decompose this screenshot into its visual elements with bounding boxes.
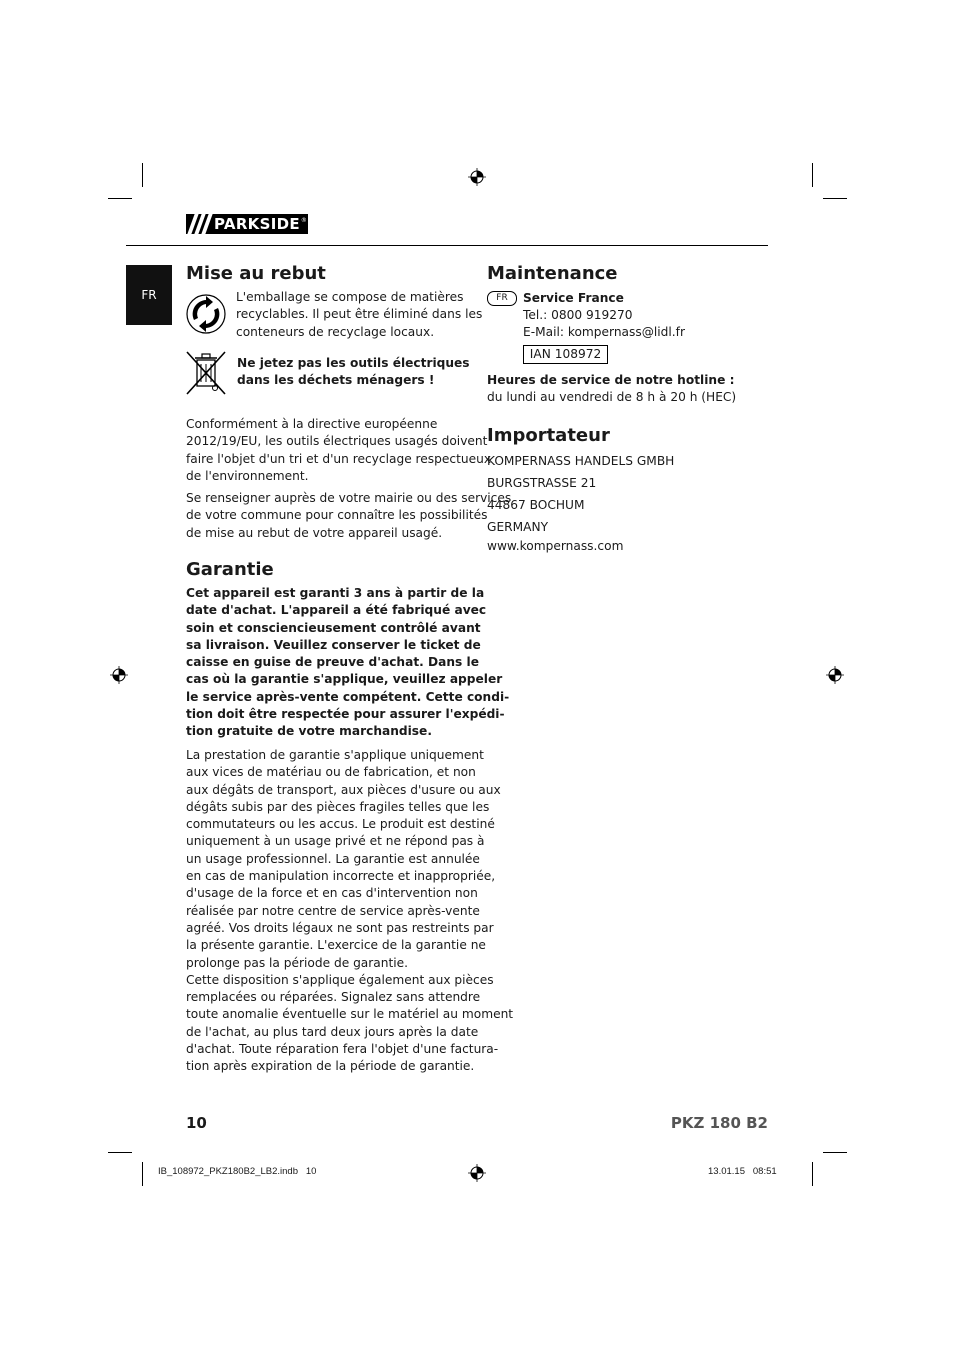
municipal-info-paragraph: Se renseigner auprès de votre mairie ou des services de votre commune pour connaître les possibilités de mise au rebut de votre appareil usagé. (186, 491, 512, 540)
crop-mark (812, 163, 813, 187)
crop-mark (823, 1152, 847, 1153)
parkside-logo: PARKSIDE ® (186, 214, 308, 234)
crop-mark (142, 1162, 143, 1186)
crop-mark (812, 1162, 813, 1186)
service-phone: Tel.: 0800 919270 (523, 308, 633, 322)
country-badge: FR (487, 291, 517, 306)
crop-mark (108, 198, 132, 199)
section-title-warranty: Garantie (186, 559, 274, 580)
hotline-hours-label: Heures de service de notre hotline : (487, 373, 735, 387)
registration-mark-icon (468, 1164, 486, 1182)
importer-address: KOMPERNASS HANDELS GMBH BURGSTRASSE 21 44867 BOCHUM GERMANY (487, 454, 675, 534)
crossed-bin-icon (186, 350, 226, 396)
service-name: Service France (523, 291, 624, 305)
crop-mark (142, 163, 143, 187)
service-email: E-Mail: kompernass@lidl.fr (523, 325, 685, 339)
model-name: PKZ 180 B2 (670, 1114, 768, 1132)
print-slug-file: IB_108972_PKZ180B2_LB2.indb 10 (158, 1166, 317, 1177)
section-title-importer: Importateur (487, 425, 610, 446)
importer-website: www.kompernass.com (487, 539, 624, 553)
brand-name: PARKSIDE (214, 215, 300, 233)
print-slug-date: 13.01.15 08:51 (708, 1166, 777, 1177)
crop-mark (108, 1152, 132, 1153)
registration-mark-icon (468, 168, 486, 186)
section-title-maintenance: Maintenance (487, 263, 618, 284)
section-title-disposal: Mise au rebut (186, 263, 326, 284)
language-tab: FR (126, 265, 172, 325)
warranty-intro: Cet appareil est garanti 3 ans à partir de la date d'achat. L'appareil a été fabriqué avec soin et consciencieusement contrôlé avant sa livraison. Veuillez conserver le ticket de caisse en guise de preuve d'achat. Dans le cas où la garantie s'applique, veuillez appeler le service après-vente compétent. Cette condi- tion doit être respectée pour assurer l'expédi- tion gratuite de votre marchandise. (186, 586, 510, 739)
electrical-waste-warning: Ne jetez pas les outils électriques dans les déchets ménagers ! (237, 356, 470, 388)
registration-mark-icon (826, 666, 844, 684)
warranty-body: La prestation de garantie s'applique uniquement aux vices de matériau ou de fabrication, et non aux dégâts de transport, aux pièces d'usure ou aux dégâts subis par des pièces fragiles telles que les commutateurs ou les accus. Le produit est destiné uniquement à un usage privé et ne répond pas à un usage professionnel. La garantie est annulée en cas de manipulation incorrecte et inappropriée, d'usage de la force et en cas d'intervention non réalisée par notre centre de service après-vente agréé. Vos droits légaux ne sont pas restreints par la présente garantie. L'exercice de la garantie ne prolonge pas la période de garantie. Cette disposition s'applique également aux pièces remplacées ou réparées. Signalez sans attendre toute anomalie éventuelle sur le matériel au moment de l'achat, au plus tard deux jours après la date d'achat. Toute réparation fera l'objet d'une factura- tion après expiration de la période de garantie. (186, 748, 514, 1074)
packaging-text: L'emballage se compose de matières recyclables. Il peut être éliminé dans les conteneurs de recyclage locaux. (236, 290, 483, 339)
recycle-icon (186, 294, 226, 334)
logo-stripes (186, 214, 210, 234)
hotline-hours: du lundi au vendredi de 8 h à 20 h (HEC) (487, 390, 737, 404)
page-number: 10 (186, 1114, 207, 1132)
ian-box: IAN 108972 (523, 345, 608, 364)
crop-mark (823, 198, 847, 199)
header-rule (126, 245, 768, 246)
directive-paragraph: Conformément à la directive européenne 2012/19/EU, les outils électriques usagés doivent faire l'objet d'un tri et d'un recyclage respectueux de l'environnement. (186, 417, 492, 483)
registration-mark-icon (110, 666, 128, 684)
